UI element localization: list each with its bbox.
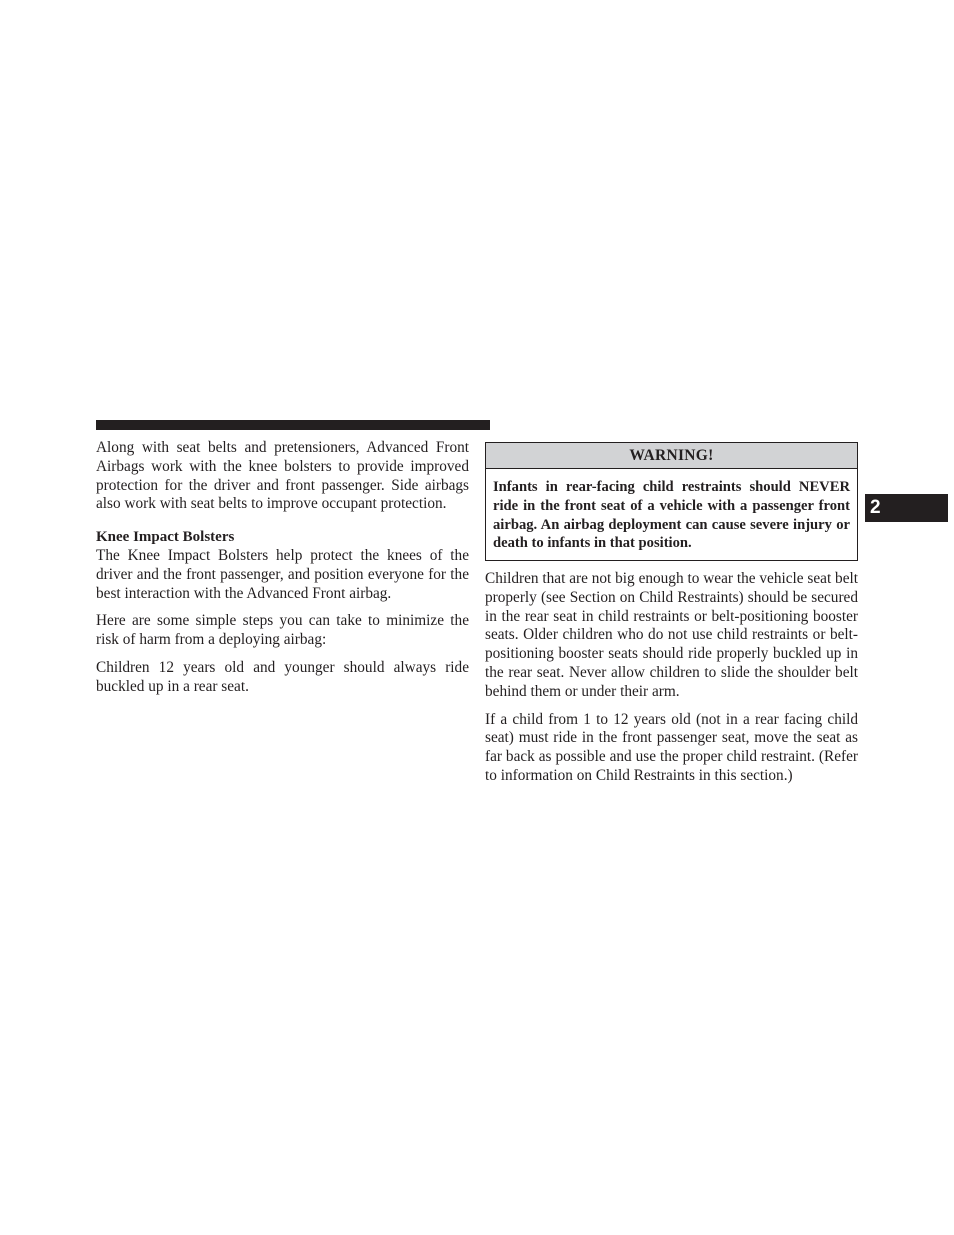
steps-intro-paragraph: Here are some simple steps you can take to minimize the risk of harm from a deploying airbag: — [96, 612, 469, 649]
warning-box — [485, 442, 858, 561]
header-rule — [96, 420, 490, 430]
child-restraint-paragraph: Children that are not big enough to wear the vehicle seat belt properly (see Section on Child Restraints) should be secured in the rear seat in child restraints or belt-positioning booster seats. Older children who do not use child restraints or belt-positioning booster seats should ride properly buckled up in the rear seat. Never allow children to slide the shoulder belt behind them or under their arm. — [485, 570, 858, 700]
front-seat-child-paragraph: If a child from 1 to 12 years old (not in a rear facing child seat) must ride in the front passenger seat, move the seat as far back as possible and use the proper child restraint. (Refer to information on Child Restraints in this section.) — [485, 710, 858, 784]
knee-bolsters-heading: Knee Impact Bolsters — [96, 529, 235, 546]
intro-paragraph: Along with seat belts and pretensioners, Advanced Front Airbags work with the knee bolsters to provide improved protection for the driver and front passenger. Side airbags also work with seat belts to improve occupant protection. — [96, 439, 469, 513]
right-column — [485, 570, 858, 795]
section-tab: 2 — [865, 494, 948, 522]
warning-title: WARNING! — [486, 443, 857, 469]
left-column — [96, 439, 469, 706]
children-rear-seat-paragraph: Children 12 years old and younger should always ride buckled up in a rear seat. — [96, 658, 469, 695]
warning-body: Infants in rear-facing child restraints should NEVER ride in the front seat of a vehicle with a passenger front airbag. An airbag deployment can cause severe injury or death to infants in that position. — [493, 479, 850, 552]
knee-bolsters-paragraph: The Knee Impact Bolsters help protect the knees of the driver and the front passenger, and position everyone for the best interaction with the Advanced Front airbag. — [96, 546, 469, 602]
